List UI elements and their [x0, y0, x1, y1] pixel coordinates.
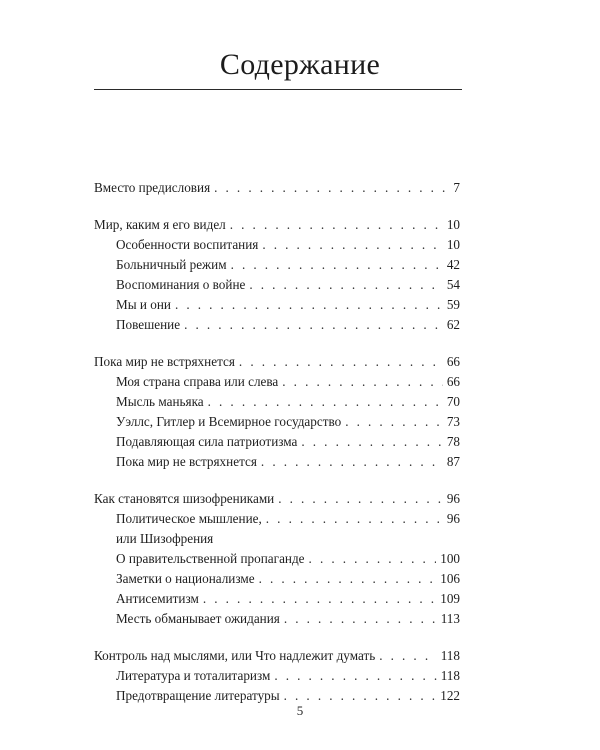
toc-subentry-page: 96	[446, 511, 460, 526]
toc-subentry-title: Моя страна справа или слева	[116, 374, 279, 389]
toc-subentry-page: 59	[446, 297, 460, 312]
toc-entry-title: Пока мир не встряхнется	[94, 354, 235, 369]
dot-leader	[203, 589, 436, 609]
toc-subentry[interactable]	[94, 372, 460, 392]
dot-leader	[266, 509, 443, 529]
toc-section	[94, 646, 460, 706]
toc-subentry-page: 122	[440, 688, 460, 703]
toc-subentry[interactable]	[94, 295, 460, 315]
toc-entry-page: 7	[453, 180, 460, 195]
dot-leader	[274, 666, 436, 686]
title-rule	[94, 89, 462, 90]
toc-section	[94, 352, 460, 472]
toc-subentry-title: Мысль маньяка	[116, 394, 204, 409]
toc-subentry-title: Больничный режим	[116, 257, 227, 272]
dot-leader	[284, 609, 437, 629]
dot-leader	[239, 352, 443, 372]
toc-subentry-title: Литература и тоталитаризм	[116, 668, 271, 683]
toc-subentry[interactable]	[94, 255, 460, 275]
dot-leader	[214, 178, 449, 198]
dot-leader	[345, 412, 443, 432]
toc-section	[94, 489, 460, 629]
dot-leader	[379, 646, 436, 666]
toc-subentry[interactable]	[94, 315, 460, 335]
toc-subentry-page: 62	[446, 317, 460, 332]
toc-subentry[interactable]	[94, 549, 460, 569]
table-of-contents	[94, 178, 460, 723]
toc-subentry-title	[116, 509, 262, 549]
toc-subentry-title: Пока мир не встряхнется	[116, 454, 257, 469]
toc-section	[94, 178, 460, 198]
toc-subentry-title-line1: Политическое мышление,	[116, 511, 262, 526]
toc-entry-title: Мир, каким я его видел	[94, 217, 226, 232]
toc-entry-title: Как становятся шизофрениками	[94, 491, 275, 506]
toc-subentry[interactable]	[94, 666, 460, 686]
toc-subentry-page: 70	[446, 394, 460, 409]
dot-leader	[261, 452, 443, 472]
toc-subentry-page: 73	[446, 414, 460, 429]
toc-subentry[interactable]	[94, 412, 460, 432]
toc-subentry-page: 100	[440, 551, 460, 566]
dot-leader	[301, 432, 442, 452]
dot-leader	[282, 372, 443, 392]
toc-subentry-page: 113	[440, 611, 460, 626]
toc-subentry[interactable]	[94, 432, 460, 452]
toc-subentry-title: Особенности воспитания	[116, 237, 259, 252]
toc-entry-page: 10	[446, 217, 460, 232]
dot-leader	[208, 392, 443, 412]
dot-leader	[175, 295, 443, 315]
toc-entry-page: 96	[446, 491, 460, 506]
page-title: Содержание	[219, 48, 381, 81]
toc-subentry-title: Мы и они	[116, 297, 171, 312]
toc-entry-title: Контроль над мыслями, или Что надлежит думать	[94, 648, 376, 663]
toc-subentry-title: Повешение	[116, 317, 181, 332]
dot-leader	[231, 255, 443, 275]
toc-subentry-page: 87	[446, 454, 460, 469]
page-number: 5	[296, 703, 304, 718]
toc-subentry-title: Подавляющая сила патриотизма	[116, 434, 298, 449]
toc-entry[interactable]	[94, 352, 460, 372]
toc-subentry-page: 42	[446, 257, 460, 272]
toc-subentry[interactable]	[94, 609, 460, 629]
toc-entry[interactable]	[94, 178, 460, 198]
dot-leader	[259, 569, 437, 589]
toc-subentry[interactable]	[94, 235, 460, 255]
toc-subentry-title: Предотвращение литературы	[116, 688, 280, 703]
toc-subentry-page: 109	[440, 591, 460, 606]
toc-entry[interactable]	[94, 646, 460, 666]
toc-subentry[interactable]	[94, 392, 460, 412]
toc-subentry[interactable]	[94, 452, 460, 472]
toc-subentry-page: 54	[446, 277, 460, 292]
dot-leader	[262, 235, 442, 255]
toc-subentry[interactable]	[94, 569, 460, 589]
toc-subentry-title-line2: или Шизофрения	[116, 531, 214, 546]
dot-leader	[309, 549, 437, 569]
toc-subentry-title: Уэллс, Гитлер и Всемирное государство	[116, 414, 342, 429]
toc-subentry-page: 106	[440, 571, 460, 586]
toc-subentry-page: 66	[446, 374, 460, 389]
dot-leader	[249, 275, 442, 295]
toc-subentry-title: Воспоминания о войне	[116, 277, 246, 292]
toc-entry[interactable]	[94, 215, 460, 235]
toc-entry[interactable]	[94, 489, 460, 509]
toc-subentry-title: О правительственной пропаганде	[116, 551, 305, 566]
dot-leader	[184, 315, 443, 335]
toc-entry-page: 66	[446, 354, 460, 369]
dot-leader	[278, 489, 443, 509]
toc-subentry-page: 10	[446, 237, 460, 252]
toc-subentry-title: Заметки о национализме	[116, 571, 255, 586]
toc-section	[94, 215, 460, 335]
toc-subentry-page: 118	[440, 668, 460, 683]
toc-subentry[interactable]	[94, 509, 460, 549]
toc-entry-page: 118	[440, 648, 460, 663]
toc-subentry-title: Месть обманывает ожидания	[116, 611, 280, 626]
toc-subentry-title: Антисемитизм	[116, 591, 199, 606]
dot-leader	[230, 215, 443, 235]
toc-subentry[interactable]	[94, 275, 460, 295]
toc-entry-title: Вместо предисловия	[94, 180, 211, 195]
toc-subentry-page: 78	[446, 434, 460, 449]
toc-subentry[interactable]	[94, 589, 460, 609]
